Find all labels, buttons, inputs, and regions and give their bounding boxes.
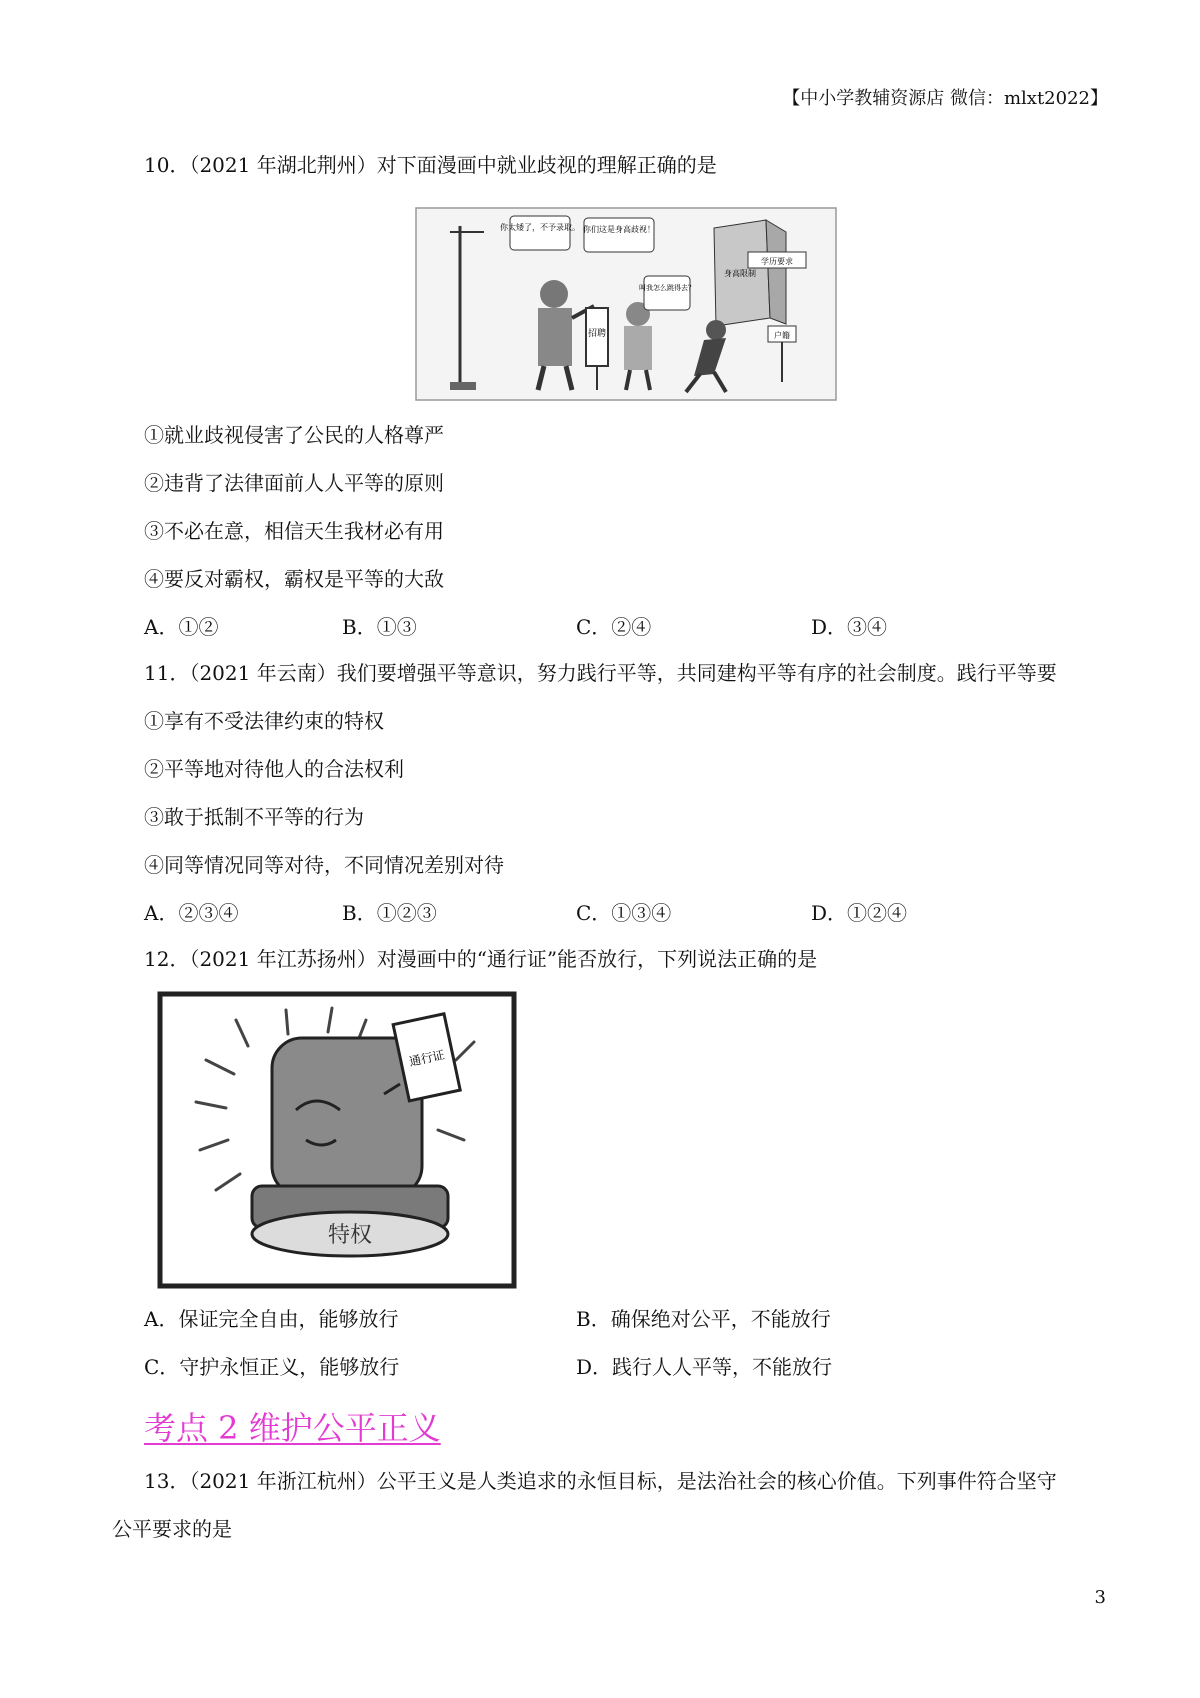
page-header: 【中小学教辅资源店 微信：mlxt2022】 bbox=[782, 88, 1108, 109]
q10-item-4: ④要反对霸权，霸权是平等的大敌 bbox=[144, 567, 444, 591]
q10-wall-board-2: 学历要求 bbox=[761, 257, 793, 266]
page-number: 3 bbox=[1094, 1587, 1106, 1608]
q12-option-b[interactable]: B．确保绝对公平，不能放行 bbox=[576, 1307, 831, 1331]
q11-option-a[interactable]: A．②③④ bbox=[144, 901, 239, 925]
q11-item-2: ②平等地对待他人的合法权利 bbox=[144, 757, 404, 781]
q11-option-d[interactable]: D．①②④ bbox=[811, 901, 908, 925]
q10-item-3: ③不必在意，相信天生我材必有用 bbox=[144, 519, 444, 543]
q10-option-a[interactable]: A．①② bbox=[144, 615, 219, 639]
q10-bubble-left: 你太矮了，不予录取。 bbox=[500, 223, 580, 232]
q10-item-1: ①就业歧视侵害了公民的人格尊严 bbox=[144, 423, 444, 447]
q12-pass-tag: 通行证 bbox=[407, 1047, 446, 1069]
q10-comic-image bbox=[414, 206, 838, 402]
q10-option-b[interactable]: B．①③ bbox=[342, 615, 417, 639]
q10-bubble-middle: 你们这是身高歧视！ bbox=[583, 225, 655, 234]
q11-item-1: ①享有不受法律约束的特权 bbox=[144, 709, 384, 733]
q11-option-c[interactable]: C．①③④ bbox=[576, 901, 672, 925]
q12-option-c[interactable]: C．守护永恒正义，能够放行 bbox=[144, 1355, 400, 1379]
q10-item-2: ②违背了法律面前人人平等的原则 bbox=[144, 471, 444, 495]
q13-stem-line2: 公平要求的是 bbox=[112, 1517, 232, 1541]
q11-option-b[interactable]: B．①②③ bbox=[342, 901, 437, 925]
q12-comic-image bbox=[156, 990, 518, 1290]
q10-bubble-right: 叫我怎么跳得去？ bbox=[639, 284, 695, 292]
q11-item-4: ④同等情况同等对待，不同情况差别对待 bbox=[144, 853, 504, 877]
q10-option-d[interactable]: D．③④ bbox=[811, 615, 888, 639]
q11-item-3: ③敢于抵制不平等的行为 bbox=[144, 805, 364, 829]
section-heading[interactable]: 考点 2 维护公平正义 bbox=[144, 1409, 441, 1447]
q10-wall-board-3: 户籍 bbox=[774, 331, 790, 340]
q10-option-c[interactable]: C．②④ bbox=[576, 615, 652, 639]
q12-stem: 12．（2021 年江苏扬州）对漫画中的“通行证”能否放行，下列说法正确的是 bbox=[144, 947, 818, 971]
q10-recruit-sign: 招聘 bbox=[587, 329, 607, 339]
q10-wall-board-1: 身高限制 bbox=[724, 269, 756, 278]
q13-stem-line1: 13．（2021 年浙江杭州）公平王义是人类追求的永恒目标，是法治社会的核心价值。下列事件符合坚守 bbox=[144, 1469, 1057, 1493]
q11-stem: 11．（2021 年云南）我们要增强平等意识，努力践行平等，共同建构平等有序的社会制度。践行平等要 bbox=[144, 661, 1057, 685]
q12-option-d[interactable]: D．践行人人平等，不能放行 bbox=[576, 1355, 833, 1379]
q12-stamp-label: 特权 bbox=[327, 1223, 373, 1248]
q10-stem: 10．（2021 年湖北荆州）对下面漫画中就业歧视的理解正确的是 bbox=[144, 153, 717, 177]
q12-option-a[interactable]: A．保证完全自由，能够放行 bbox=[144, 1307, 399, 1331]
